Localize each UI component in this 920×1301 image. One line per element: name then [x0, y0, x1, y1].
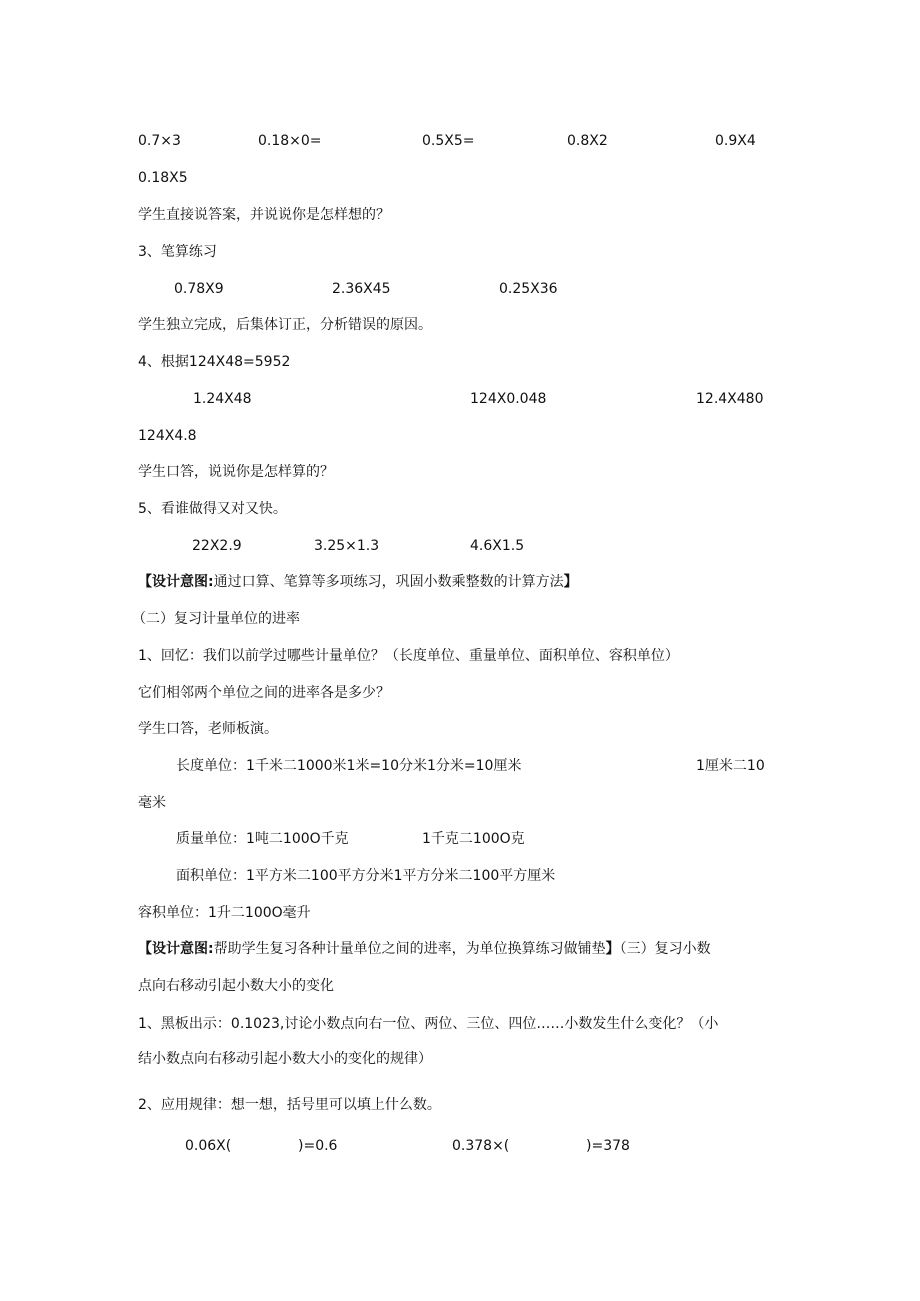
expr-0-18x0: 0.18×0= — [258, 133, 322, 149]
expr-0-8x2: 0.8X2 — [567, 133, 608, 149]
apply-rule: 2、应用规律：想一想，括号里可以填上什么数。 — [138, 1097, 441, 1113]
expr-0-7x3: 0.7×3 — [138, 133, 181, 149]
intent-close: 】 — [563, 574, 578, 590]
heading-part-two: （二）复习计量单位的进率 — [132, 611, 300, 627]
design-intent-2 — [138, 939, 711, 959]
note-board: 学生口答，老师板演。 — [138, 721, 278, 737]
expr-124x0-048: 124X0.048 — [470, 391, 547, 407]
expr-0-18x5: 0.18X5 — [138, 170, 188, 186]
note-independent: 学生独立完成，后集体订正，分析错误的原因。 — [138, 317, 432, 333]
expr-2-36x45: 2.36X45 — [332, 281, 391, 297]
note-oral: 学生口答，说说你是怎样算的？ — [138, 464, 334, 480]
volume-units: 容积单位：1升二100O毫升 — [138, 905, 311, 921]
board-display-cont: 结小数点向右移动引起小数大小的变化的规律） — [138, 1051, 432, 1067]
heading-part-three-cont: 点向右移动引起小数大小的变化 — [138, 978, 334, 994]
length-units-cm: 1厘米二10 — [696, 758, 765, 774]
length-units: 长度单位：1千米二1000米1米=10分米1分米=10厘米 — [176, 758, 522, 774]
expr-0-5x5: 0.5X5= — [422, 133, 475, 149]
fill-blank-1-right: )=0.6 — [298, 1138, 338, 1154]
expr-22x2-9: 22X2.9 — [192, 538, 242, 554]
expr-12-4x480: 12.4X480 — [696, 391, 764, 407]
expr-4-6x1-5: 4.6X1.5 — [470, 538, 525, 554]
intent-close: 】 — [605, 941, 620, 957]
expr-124x4-8: 124X4.8 — [138, 428, 197, 444]
fill-blank-2-right: )=378 — [586, 1138, 630, 1154]
fill-blank-2-left: 0.378×( — [452, 1138, 510, 1154]
expr-0-25x36: 0.25X36 — [499, 281, 558, 297]
intent-label: 【设计意图: — [138, 941, 214, 957]
prompt-answer: 学生直接说答案，并说说你是怎样想的？ — [138, 207, 390, 223]
intent-text: 通过口算、笔算等多项练习，巩固小数乘整数的计算方法 — [213, 574, 564, 590]
expr-3-25x1-3: 3.25×1.3 — [314, 538, 380, 554]
length-units-mm: 毫米 — [138, 795, 166, 811]
expr-1-24x48: 1.24X48 — [193, 391, 252, 407]
board-display: 1、黑板出示：0.1023,讨论小数点向右一位、两位、三位、四位……小数发生什么变化？（小 — [138, 1016, 719, 1032]
question-rates: 它们相邻两个单位之间的进率各是多少？ — [138, 685, 390, 701]
mass-units: 质量单位：1吨二100O千克 — [176, 831, 349, 847]
heading-part-three: （三）复习小数 — [619, 941, 711, 957]
area-units: 面积单位：1平方米二100平方分米1平方分米二100平方厘米 — [176, 868, 556, 884]
intent-text: 帮助学生复习各种计量单位之间的进率，为单位换算练习做铺垫 — [213, 941, 606, 957]
intent-label: 【设计意图: — [138, 574, 214, 590]
question-recall: 1、回忆：我们以前学过哪些计量单位？（长度单位、重量单位、面积单位、容积单位） — [138, 648, 679, 664]
heading-written-practice: 3、笔算练习 — [138, 244, 217, 260]
expr-0-9x4: 0.9X4 — [715, 133, 756, 149]
heading-based-on: 4、根据124X48=5952 — [138, 354, 291, 370]
expr-0-78x9: 0.78X9 — [174, 281, 224, 297]
fill-blank-1-left: 0.06X( — [185, 1138, 232, 1154]
mass-units-kg: 1千克二100O克 — [422, 831, 525, 847]
heading-speed: 5、看谁做得又对又快。 — [138, 501, 287, 517]
design-intent-1 — [138, 572, 578, 592]
